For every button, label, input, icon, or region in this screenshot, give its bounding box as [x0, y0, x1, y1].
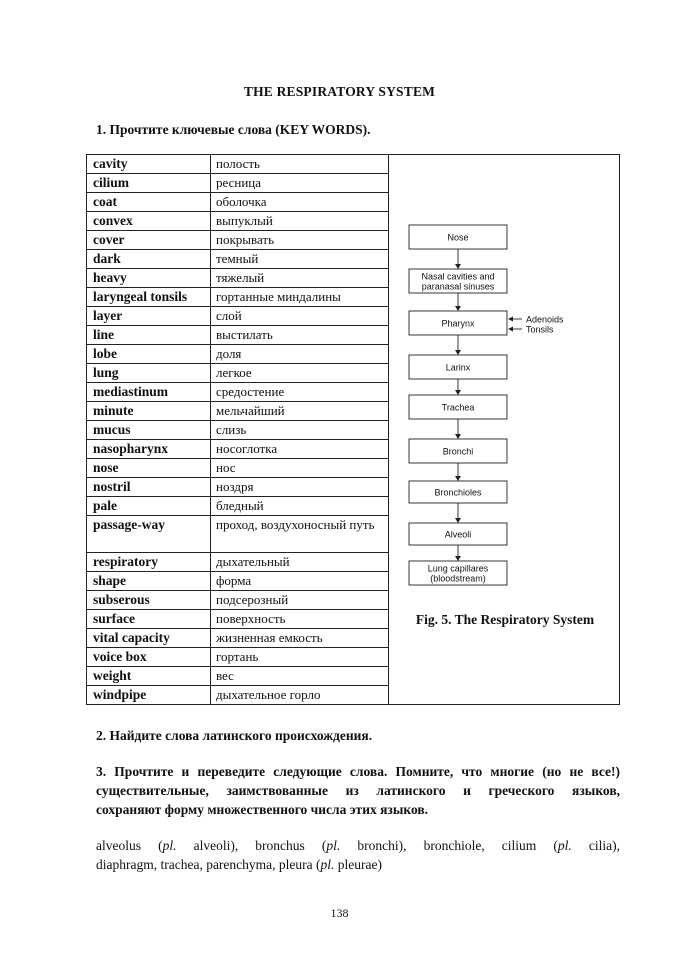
- flow-arrowhead: [455, 264, 461, 269]
- keyword-en: convex: [87, 212, 211, 230]
- flow-box: [409, 481, 507, 503]
- keywords-table: [86, 154, 620, 705]
- flow-box-label: Bronchi: [442, 446, 474, 457]
- flow-box-label: Trachea: [441, 402, 475, 413]
- section-3-line: существительные, заимствованные из латинского и греческого языков,: [96, 783, 620, 798]
- keyword-row: [87, 440, 388, 459]
- keyword-row: [87, 553, 388, 572]
- keyword-row: [87, 383, 388, 402]
- flow-box-label: Pharynx: [441, 318, 475, 329]
- keyword-row: [87, 497, 388, 516]
- keyword-en: cilium: [87, 174, 211, 192]
- keyword-row: [87, 193, 388, 212]
- keyword-en: layer: [87, 307, 211, 325]
- keyword-ru: гортанные миндалины: [216, 289, 341, 304]
- keyword-ru: оболочка: [216, 194, 267, 209]
- keyword-row: [87, 288, 388, 307]
- keyword-en: lobe: [87, 345, 211, 363]
- keyword-ru: гортань: [216, 649, 259, 664]
- keywords-list: [87, 155, 389, 704]
- keyword-en: windpipe: [87, 686, 211, 705]
- keyword-row: [87, 610, 388, 629]
- flow-box-label: Larinx: [445, 362, 471, 373]
- keyword-row: [87, 402, 388, 421]
- keyword-ru: подсерозный: [216, 592, 289, 607]
- keyword-row: [87, 629, 388, 648]
- keyword-ru: нос: [216, 460, 236, 475]
- keyword-en: line: [87, 326, 211, 344]
- flow-box-label: Bronchioles: [434, 487, 482, 498]
- keyword-ru: ноздря: [216, 479, 254, 494]
- keyword-en: nostril: [87, 478, 211, 496]
- keyword-en: coat: [87, 193, 211, 211]
- keyword-en: cover: [87, 231, 211, 249]
- keyword-en: dark: [87, 250, 211, 268]
- section-2-heading: 2. Найдите слова латинского происхождения.: [96, 728, 373, 743]
- keyword-en: weight: [87, 667, 211, 685]
- keyword-ru: форма: [216, 573, 252, 588]
- keyword-ru: выпуклый: [216, 213, 273, 228]
- flow-arrowhead: [455, 518, 461, 523]
- keyword-en: cavity: [87, 155, 211, 173]
- keyword-ru: бледный: [216, 498, 264, 513]
- keyword-row: [87, 648, 388, 667]
- keyword-ru: дыхательное горло: [216, 687, 321, 702]
- flow-arrowhead: [455, 476, 461, 481]
- flow-box-label: paranasal sinuses: [421, 281, 495, 292]
- side-arrowhead: [508, 317, 513, 322]
- keyword-en: respiratory: [87, 553, 211, 571]
- keyword-en: passage-way: [87, 516, 211, 552]
- flow-box-label: Alveoli: [444, 529, 472, 540]
- flow-box-label: Nasal cavities and: [421, 271, 495, 282]
- flow-box-label: Nose: [447, 232, 469, 243]
- keyword-en: vital capacity: [87, 629, 211, 647]
- keyword-en: lung: [87, 364, 211, 382]
- keyword-ru: слизь: [216, 422, 247, 437]
- flow-arrowhead: [455, 556, 461, 561]
- keyword-ru: поверхность: [216, 611, 286, 626]
- keyword-ru: вес: [216, 668, 234, 683]
- flow-box: [409, 523, 507, 545]
- keyword-ru: мельчайший: [216, 403, 285, 418]
- flow-box: [409, 311, 507, 335]
- flow-box-label: Lung capillares: [427, 563, 489, 574]
- flow-box: [409, 561, 507, 585]
- keyword-en: heavy: [87, 269, 211, 287]
- keyword-row: [87, 250, 388, 269]
- section-3-line: сохраняют форму множественного числа этих языков.: [96, 802, 429, 817]
- keyword-ru: ресница: [216, 175, 262, 190]
- latin-words-examples: [96, 836, 620, 874]
- keyword-ru: покрывать: [216, 232, 275, 247]
- keyword-ru: доля: [216, 346, 242, 361]
- keyword-ru: жизненная емкость: [216, 630, 323, 645]
- keyword-row: [87, 591, 388, 610]
- flow-box: [409, 225, 507, 249]
- flow-box: [409, 355, 507, 379]
- keyword-row: [87, 231, 388, 250]
- keyword-en: subserous: [87, 591, 211, 609]
- flow-box: [409, 269, 507, 293]
- keyword-row: [87, 326, 388, 345]
- keyword-row: [87, 667, 388, 686]
- section-3-heading: [96, 762, 620, 819]
- keyword-row: [87, 307, 388, 326]
- keyword-row: [87, 459, 388, 478]
- keyword-row: [87, 516, 388, 553]
- keyword-row: [87, 572, 388, 591]
- keyword-row: [87, 269, 388, 288]
- keyword-ru: проход, воздухоносный путь: [216, 517, 375, 532]
- figure-caption: Fig. 5. The Respiratory System: [415, 612, 595, 627]
- page-title: THE RESPIRATORY SYSTEM: [243, 84, 436, 99]
- respiratory-figure: [389, 155, 619, 704]
- keyword-ru: тяжелый: [216, 270, 265, 285]
- flow-arrowhead: [455, 434, 461, 439]
- keyword-en: minute: [87, 402, 211, 420]
- keyword-en: mucus: [87, 421, 211, 439]
- keyword-row: [87, 686, 388, 705]
- flow-box-label: (bloodstream): [430, 573, 486, 584]
- keyword-en: pale: [87, 497, 211, 515]
- keyword-ru: полость: [216, 156, 260, 171]
- keyword-en: mediastinum: [87, 383, 211, 401]
- keyword-ru: выстилать: [216, 327, 273, 342]
- keyword-ru: средостение: [216, 384, 285, 399]
- keyword-en: laryngeal tonsils: [87, 288, 211, 306]
- keyword-row: [87, 174, 388, 193]
- side-label: Adenoids: [526, 314, 564, 325]
- page-number: 138: [330, 906, 349, 920]
- keyword-row: [87, 478, 388, 497]
- side-arrowhead: [508, 327, 513, 332]
- flow-arrowhead: [455, 306, 461, 311]
- keyword-ru: слой: [216, 308, 242, 323]
- keyword-ru: темный: [216, 251, 259, 266]
- keyword-en: nasopharynx: [87, 440, 211, 458]
- keyword-en: shape: [87, 572, 211, 590]
- side-label: Tonsils: [526, 324, 554, 335]
- keyword-row: [87, 212, 388, 231]
- flow-arrowhead: [455, 390, 461, 395]
- keyword-row: [87, 364, 388, 383]
- keyword-row: [87, 155, 388, 174]
- keyword-ru: носоглотка: [216, 441, 278, 456]
- keyword-en: surface: [87, 610, 211, 628]
- examples-line: diaphragm, trachea, parenchyma, pleura (pl. pleurae): [96, 857, 382, 872]
- keyword-row: [87, 345, 388, 364]
- keyword-ru: дыхательный: [216, 554, 290, 569]
- flow-box: [409, 395, 507, 419]
- section-1-heading: 1. Прочтите ключевые слова (KEY WORDS).: [96, 122, 371, 137]
- flow-box: [409, 439, 507, 463]
- flow-arrowhead: [455, 350, 461, 355]
- keyword-en: voice box: [87, 648, 211, 666]
- section-3-line: 3. Прочтите и переведите следующие слова. Помните, что многие (но не все!): [96, 764, 620, 779]
- examples-line: alveolus (pl. alveoli), bronchus (pl. bronchi), bronchiole, cilium (pl. cilia),: [96, 838, 620, 853]
- keyword-ru: легкое: [216, 365, 252, 380]
- keyword-row: [87, 421, 388, 440]
- keyword-en: nose: [87, 459, 211, 477]
